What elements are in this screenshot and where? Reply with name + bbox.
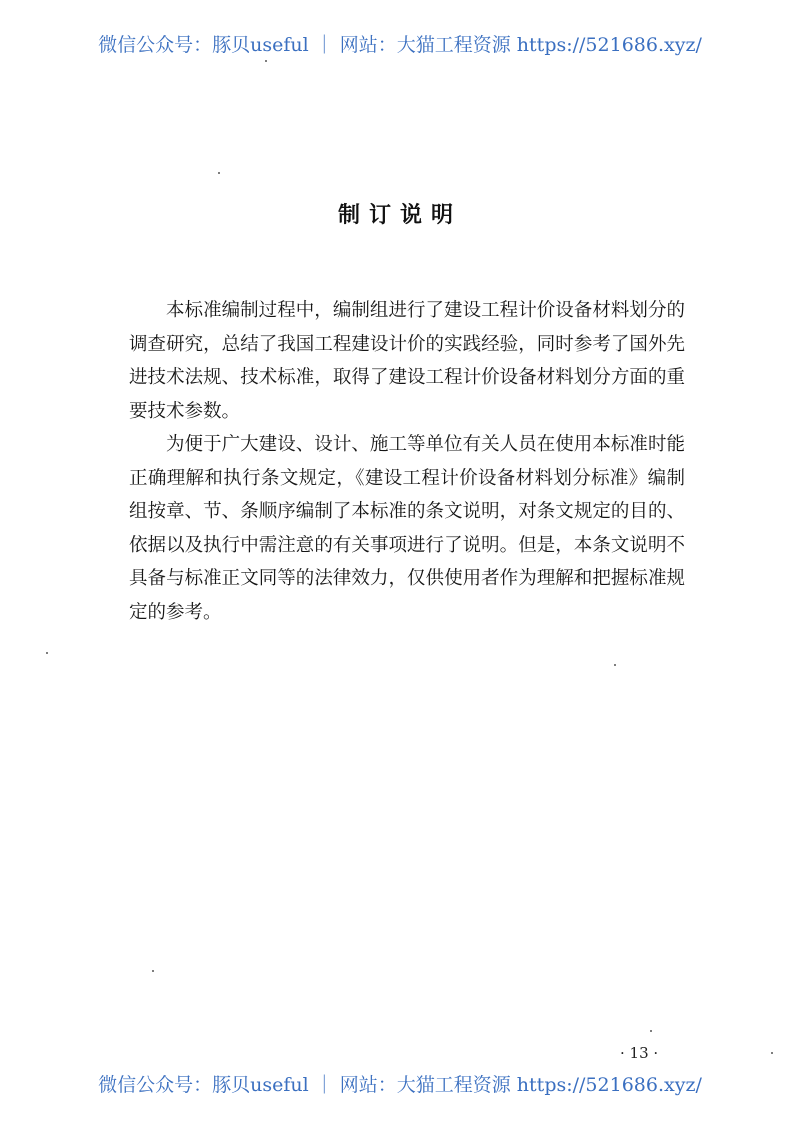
paragraph-1: 本标准编制过程中，编制组进行了建设工程计价设备材料划分的调查研究，总结了我国工程建设计价的实践经验，同时参考了国外先进技术法规、技术标准，取得了建设工程计价设备材料划分方面的重要技术参数。 [129,300,685,422]
page-title: 制订说明 [337,203,462,228]
page-number: · 13 · [620,1044,659,1062]
scan-speck [614,664,616,666]
document-body [129,294,685,629]
scan-speck [46,652,48,654]
watermark-bottom: 微信公众号：豚贝useful ｜ 网站：大猫工程资源 https://521686.xyz/ [98,1074,702,1096]
scan-speck [218,172,220,174]
watermark-top: 微信公众号：豚贝useful ｜ 网站：大猫工程资源 https://521686.xyz/ [98,34,702,56]
scan-speck [152,970,154,972]
paragraph-2: 为便于广大建设、设计、施工等单位有关人员在使用本标准时能正确理解和执行条文规定，《建设工程计价设备材料划分标准》编制组按章、节、条顺序编制了本标准的条文说明，对条文规定的目的、依据以及执行中需注意的有关事项进行了说明。但是，本条文说明不具备与标准正文同等的法律效力，仅供使用者作为理解和把握标准规定的参考。 [129,434,685,623]
scan-speck [771,1052,773,1054]
scan-speck [650,1030,652,1032]
scan-speck [265,60,267,62]
